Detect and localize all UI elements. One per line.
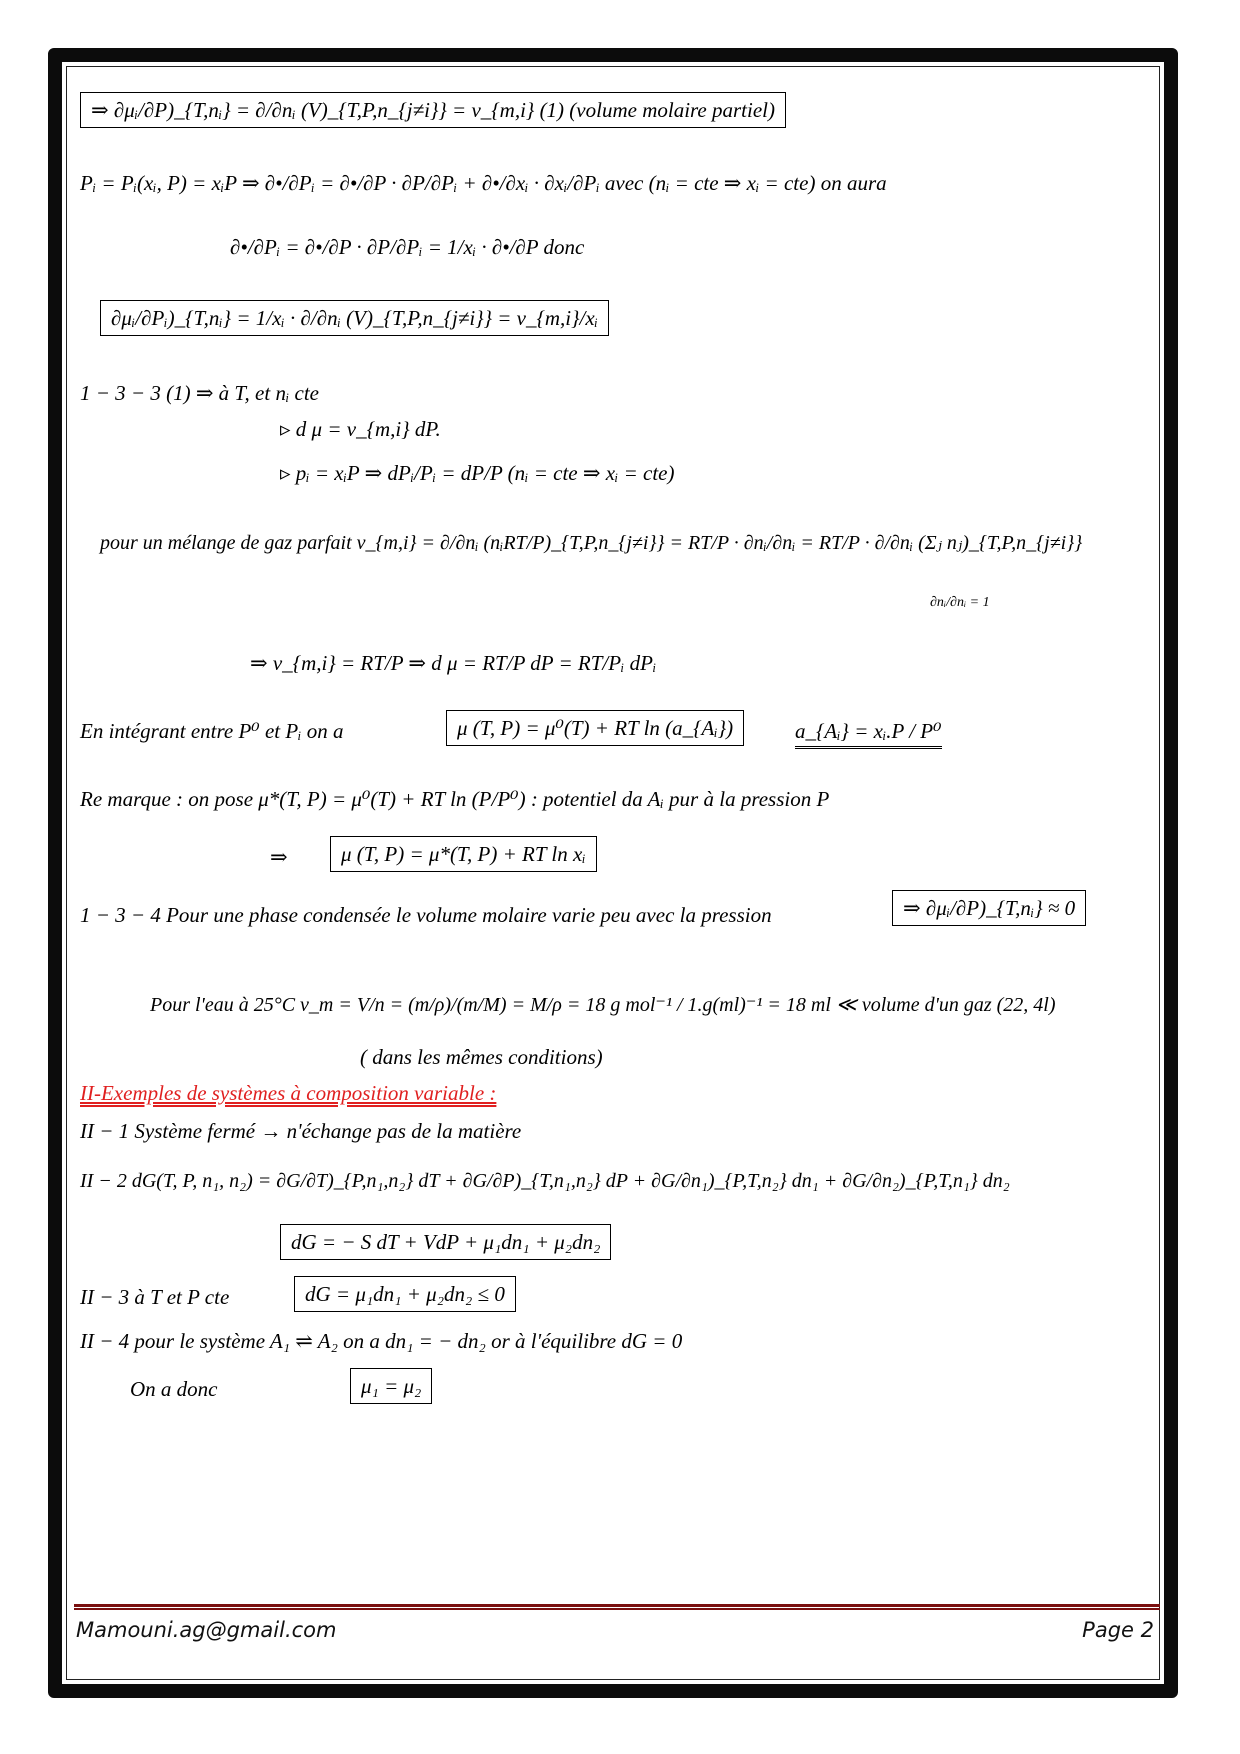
section-1-3-3: 1 − 3 − 3 (1) ⇒ à T, et nᵢ cte — [80, 381, 319, 405]
activity-definition: a_{Aᵢ} = xᵢ.P / P⁰ — [795, 718, 942, 744]
section-1-3-4: 1 − 3 − 4 Pour une phase condensée le volume molaire varie peu avec la pression — [80, 903, 772, 927]
integration-text: En intégrant entre P⁰ et Pᵢ on a — [80, 719, 344, 743]
equation-partial-molar-volume: ⇒ ∂μᵢ/∂P)_{T,nᵢ} = ∂/∂nᵢ (V)_{T,P,n_{j≠i}} = v_{m,i} (1) (volume molaire partiel) — [80, 92, 786, 128]
conclusion-text: On a donc — [130, 1377, 218, 1401]
section-2-3-text: II − 3 à T et P cte — [80, 1285, 230, 1309]
footer-page-number: Page 2 — [1082, 1618, 1154, 1642]
implies-arrow: ⇒ — [270, 845, 288, 869]
boxed-chemical-potential: μ (T, P) = μ⁰(T) + RT ln (a_{Aᵢ}) — [446, 710, 744, 746]
bullet-partial-pressure: ▹ pᵢ = xᵢP ⇒ dPᵢ/Pᵢ = dP/P (nᵢ = cte ⇒ xᵢ = cte) — [280, 461, 675, 485]
bullet-dmu: ▹ d μ = v_{m,i} dP. — [280, 417, 441, 441]
footer-divider — [74, 1604, 1160, 1610]
boxed-condensed-phase: ⇒ ∂μᵢ/∂P)_{T,nᵢ} ≈ 0 — [892, 890, 1086, 926]
footer-email: Mamouni.ag@gmail.com — [76, 1618, 337, 1642]
equation-partial-pressure-chain: Pᵢ = Pᵢ(xᵢ, P) = xᵢP ⇒ ∂•/∂Pᵢ = ∂•/∂P · ∂P/∂Pᵢ + ∂•/∂xᵢ · ∂xᵢ/∂Pᵢ avec (nᵢ = cte ⇒ xᵢ = cte) on aura — [80, 171, 887, 195]
equation-dG-total: II − 2 dG(T, P, n₁, n₂) = ∂G/∂T)_{P,n₁,n₂} dT + ∂G/∂P)_{T,n₁,n₂} dP + ∂G/∂n₁)_{P,T,n₂} dn₁ + ∂G/∂n₂)_{P,T,n₁} dn₂ — [80, 1170, 1010, 1192]
boxed-mu-star: μ (T, P) = μ*(T, P) + RT ln xᵢ — [330, 836, 597, 872]
boxed-equation-partial-pressure: ∂μᵢ/∂Pᵢ)_{T,nᵢ} = 1/xᵢ · ∂/∂nᵢ (V)_{T,P,n_{j≠i}} = v_{m,i}/xᵢ — [100, 300, 609, 336]
same-conditions-note: ( dans les mêmes conditions) — [360, 1045, 603, 1069]
boxed-mu-equality: μ₁ = μ₂ — [350, 1368, 432, 1404]
equation-derivative-relation: ∂•/∂Pᵢ = ∂•/∂P · ∂P/∂Pᵢ = 1/xᵢ · ∂•/∂P donc — [230, 235, 585, 259]
equation-vm-rt-p: ⇒ v_{m,i} = RT/P ⇒ d μ = RT/P dP = RT/Pᵢ dPᵢ — [250, 651, 657, 675]
boxed-dG: dG = − S dT + VdP + μ₁dn₁ + μ₂dn₂ — [280, 1224, 611, 1260]
water-molar-volume: Pour l'eau à 25°C v_m = V/n = (m/ρ)/(m/M) = M/ρ = 18 g mol⁻¹ / 1.g(ml)⁻¹ = 18 ml ≪ volume d'un gaz (22, 4l) — [150, 994, 1056, 1016]
underbrace-note: ∂nᵢ/∂nᵢ = 1 — [930, 595, 990, 610]
equation-ideal-gas-mixture: pour un mélange de gaz parfait v_{m,i} = ∂/∂nᵢ (nᵢRT/P)_{T,P,n_{j≠i}} = RT/P · ∂nᵢ/∂nᵢ = RT/P · ∂/∂nᵢ (Σⱼ nⱼ)_{T,P,n_{j≠i}} — [100, 532, 1083, 554]
document-body — [80, 92, 1160, 1592]
boxed-dG-inequality: dG = μ₁dn₁ + μ₂dn₂ ≤ 0 — [294, 1276, 516, 1312]
closed-system-text: II − 1 Système fermé → n'échange pas de la matière — [80, 1119, 522, 1143]
section-heading-examples: II-Exemples de systèmes à composition variable : — [80, 1081, 497, 1105]
remark-pure-potential: Re marque : on pose μ*(T, P) = μ⁰(T) + RT ln (P/P⁰) : potentiel da Aᵢ pur à la pression P — [80, 787, 830, 811]
section-2-4-text: II − 4 pour le système A₁ ⇌ A₂ on a dn₁ = − dn₂ or à l'équilibre dG = 0 — [80, 1329, 683, 1353]
